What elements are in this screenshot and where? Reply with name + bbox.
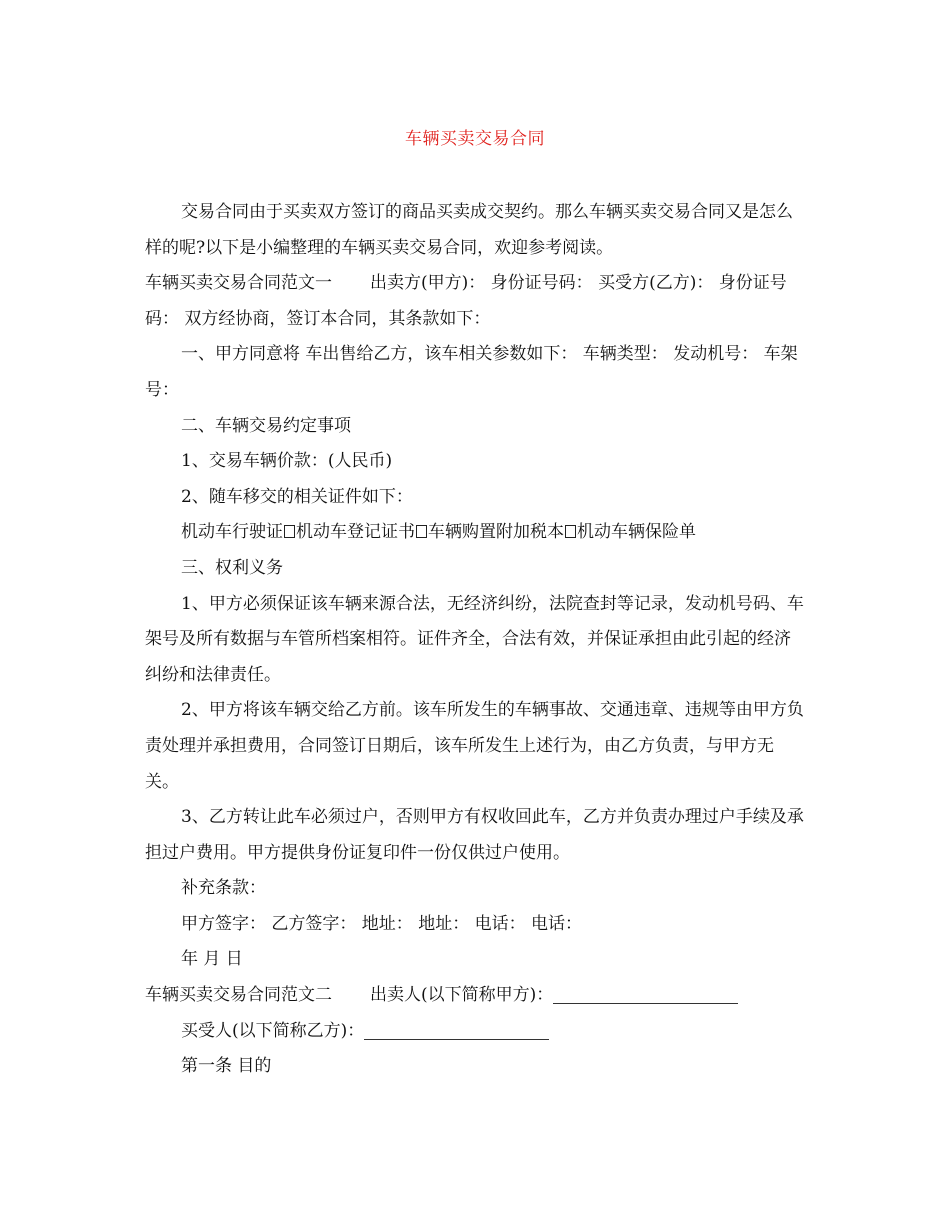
clause2-item2: 2、随车移交的相关证件如下： bbox=[181, 486, 413, 507]
sample2-seller-label: 出卖人(以下简称甲方)： bbox=[370, 985, 554, 1006]
document-item-insurance: 机动车辆保险单 bbox=[577, 522, 696, 543]
sample2-heading: 车辆买卖交易合同范文二 bbox=[145, 985, 332, 1006]
document-body bbox=[145, 195, 805, 1085]
sample2-buyer-label: 买受人(以下简称乙方)： bbox=[181, 1020, 365, 1041]
seller-blank-line bbox=[553, 985, 738, 1004]
clause2-item1: 1、交易车辆价款：(人民币) bbox=[181, 451, 393, 472]
checkbox-icon bbox=[416, 525, 427, 538]
sample2-paragraph bbox=[145, 978, 805, 1014]
sample2-buyer bbox=[145, 1014, 805, 1050]
clause3-item1: 1、甲方必须保证该车辆来源合法，无经济纠纷，法院查封等记录，发动机号码、车架号及所有数据与车管所档案相符。证件齐全，合法有效，并保证承担由此引起的经济纠纷和法律责任。 bbox=[145, 593, 804, 685]
sample1-paragraph bbox=[145, 266, 805, 337]
document-item-license: 机动车行驶证 bbox=[181, 522, 283, 543]
clause3-item3: 3、乙方转让此车必须过户，否则甲方有权收回此车，乙方并负责办理过户手续及承担过户费用。甲方提供身份证复印件一份仅供过户使用。 bbox=[145, 807, 804, 863]
document-item-registration: 机动车登记证书 bbox=[296, 522, 415, 543]
checkbox-icon bbox=[565, 525, 576, 538]
buyer-blank-line bbox=[364, 1021, 549, 1040]
date-line: 年 月 日 bbox=[181, 949, 243, 970]
clause2-title: 二、车辆交易约定事项 bbox=[181, 415, 351, 436]
document-item-tax: 车辆购置附加税本 bbox=[428, 522, 564, 543]
documents-checklist bbox=[145, 515, 805, 551]
document-title: 车辆买卖交易合同 bbox=[405, 129, 545, 149]
sample1-heading: 车辆买卖交易合同范文一 bbox=[145, 273, 332, 294]
sample1-parties: 出卖方(甲方)： 身份证号码： 买受方(乙方)： 身份证号码： 双方经协商，签订本合同，其条款如下： bbox=[145, 273, 787, 329]
checkbox-icon bbox=[284, 525, 295, 538]
clause3-title: 三、权利义务 bbox=[181, 557, 283, 578]
supplement-label: 补充条款： bbox=[181, 878, 266, 899]
intro-paragraph: 交易合同由于买卖双方签订的商品买卖成交契约。那么车辆买卖交易合同又是怎么样的呢?以下是小编整理的车辆买卖交易合同，欢迎参考阅读。 bbox=[145, 202, 793, 258]
article1-heading: 第一条 目的 bbox=[181, 1056, 272, 1077]
signature-line: 甲方签字： 乙方签字： 地址： 地址： 电话： 电话： bbox=[181, 913, 583, 934]
clause1-paragraph: 一、甲方同意将 车出售给乙方，该车相关参数如下： 车辆类型： 发动机号： 车架号： bbox=[145, 344, 798, 400]
clause3-item2: 2、甲方将该车辆交给乙方前。该车所发生的车辆事故、交通违章、违规等由甲方负责处理并承担费用，合同签订日期后，该车所发生上述行为，由乙方负责，与甲方无关。 bbox=[145, 700, 804, 792]
